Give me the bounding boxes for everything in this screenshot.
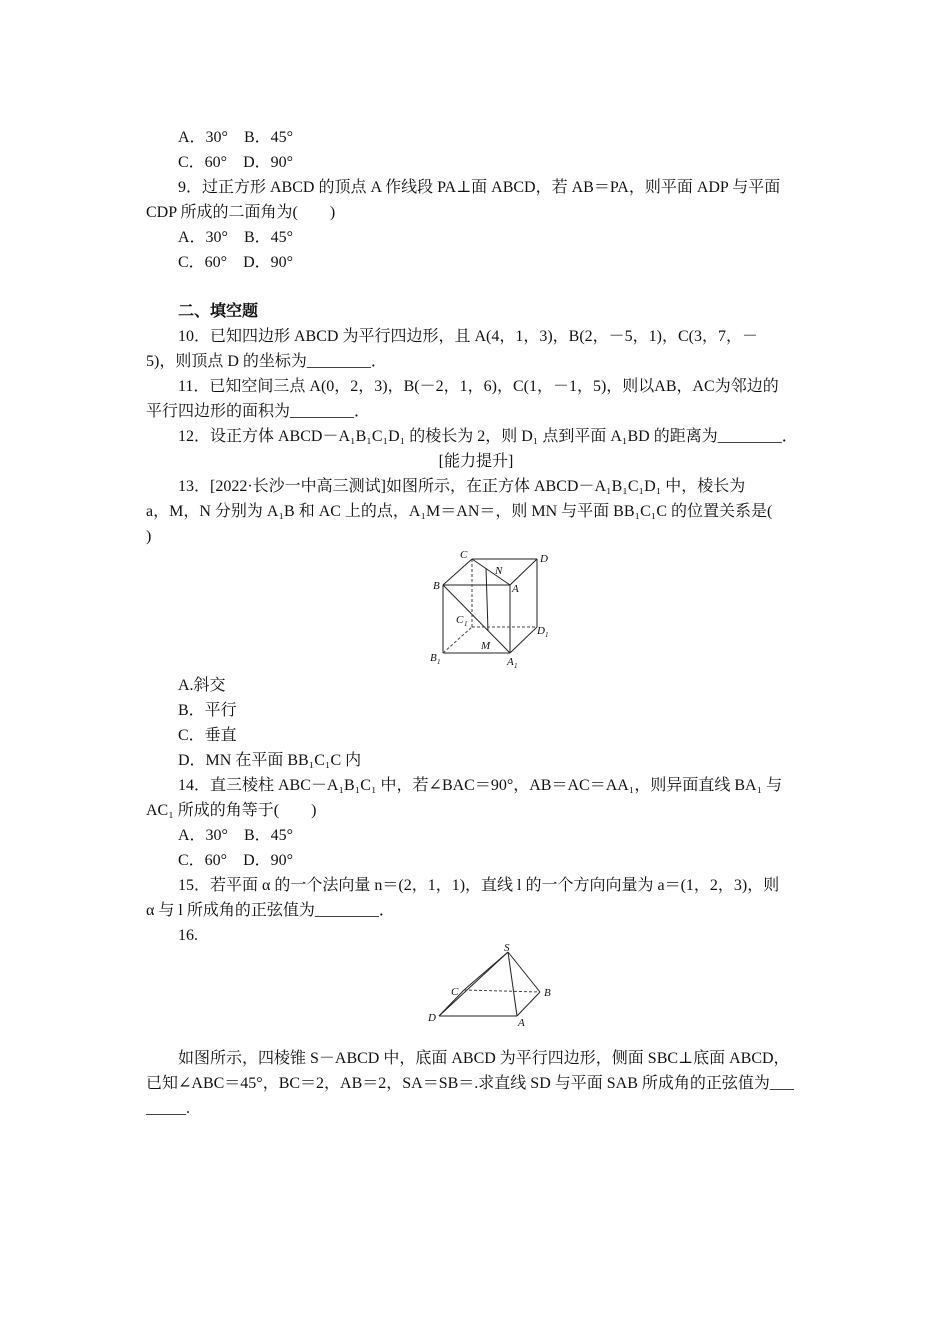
label-D: D [428, 1012, 436, 1024]
svg-text:1: 1 [545, 631, 549, 639]
q13-stem-paren: ) [146, 528, 152, 545]
q10-stem: 10．已知四边形 ABCD 为平行四边形，且 A(4，1，3)，B(2，－5，1)，C(3，7，－ [178, 328, 758, 345]
hidden-edge-B1C1 [443, 627, 472, 653]
label-B1: B [430, 652, 437, 664]
label-B: B [433, 580, 440, 592]
q16-stem: 如图所示，四棱锥 S－ABCD 中，底面 ABCD 为平行四边形，侧面 SBC⊥底面 ABCD， [178, 1050, 790, 1067]
label-B: B [544, 987, 551, 999]
q16-number: 16. [178, 927, 198, 944]
q8-options-row2: C．60° D．90° [178, 154, 294, 171]
q13-stem: 13．[2022·长沙一中高三测试]如图所示，在正方体 ABCD－A₁B₁C₁D₁ 中，棱长为 [178, 478, 746, 495]
q14-stem: 14．直三棱柱 ABC－A₁B₁C₁ 中，若∠BAC＝90°，AB＝AC＝AA₁，则异面直线 BA₁ 与 [178, 777, 783, 794]
label-A: A [518, 1017, 525, 1028]
label-C1: C [456, 614, 464, 626]
label-S: S [504, 942, 510, 954]
q16-stem-end: _____. [146, 1100, 190, 1117]
label-A1: A [507, 656, 514, 668]
svg-text:1: 1 [464, 620, 468, 628]
edge-BC [443, 559, 472, 585]
q13-option-b: B．平行 [178, 702, 237, 719]
q9-stem: 9．过正方形 ABCD 的顶点 A 作线段 PA⊥面 ABCD，若 AB＝PA，则平面 ADP 与平面 [178, 179, 781, 196]
q14-options-row1: A．30° B．45° [178, 827, 294, 844]
q10-stem-cont: 5)，则顶点 D 的坐标为________． [146, 353, 387, 370]
segment-MN [486, 568, 488, 631]
svg-text:1: 1 [437, 658, 441, 666]
q16-stem-cont: 已知∠ABC＝45°，BC＝2，AB＝2，SA＝SB＝.求直线 SD 与平面 SAB 所成角的正弦值为___ [146, 1075, 794, 1092]
edge-AD [510, 559, 537, 585]
q14-options-row2: C．60° D．90° [178, 852, 294, 869]
q14-stem-cont: AC₁ 所成的角等于( ) [146, 802, 317, 819]
label-D1: D [537, 625, 545, 637]
label-N: N [495, 565, 503, 577]
hidden-edge-CB [464, 990, 540, 992]
diag-AC [472, 559, 510, 585]
label-M: M [481, 640, 491, 652]
q11-stem-cont: 平行四边形的面积为________． [146, 403, 371, 420]
q11-stem: 11．已知空间三点 A(0，2，3)，B(－2，1，6)，C(1，－1，5)，则以AB，AC为邻边的 [178, 378, 779, 395]
svg-text:1: 1 [514, 662, 518, 670]
q13-option-a: A.斜交 [178, 677, 226, 694]
edge-SD [439, 952, 508, 1016]
q15-stem: 15．若平面 α 的一个法向量 n＝(2，1，1)，直线 l 的一个方向向量为 a＝(1，2，3)，则 [178, 877, 780, 894]
label-D: D [540, 553, 548, 565]
q13-option-c: C．垂直 [178, 727, 237, 744]
q9-stem-cont: CDP 所成的二面角为( ) [146, 204, 336, 221]
label-C: C [460, 549, 468, 561]
cube-figure [420, 548, 560, 672]
section-title-fill-blank: 二、填空题 [178, 303, 259, 320]
q15-stem-cont: α 与 l 所成角的正弦值为________． [146, 902, 395, 919]
label-C: C [451, 986, 459, 998]
edge-AB [517, 992, 540, 1016]
diag-A1B [443, 585, 510, 653]
edge-A1D1 [510, 627, 537, 653]
q13-stem-cont: a，M，N 分别为 A₁B 和 AC 上的点，A₁M＝AN＝，则 MN 与平面 BB₁C₁C 的位置关系是( [146, 503, 773, 520]
q9-options-row2: C．60° D．90° [178, 254, 294, 271]
section-title-ability: [能力提升] [438, 453, 514, 470]
q12-stem: 12．设正方体 ABCD－A₁B₁C₁D₁ 的棱长为 2，则 D₁ 点到平面 A₁BD 的距离为________． [178, 428, 798, 445]
q8-options-row1: A．30° B．45° [178, 129, 294, 146]
label-A: A [512, 583, 519, 595]
q9-options-row1: A．30° B．45° [178, 229, 294, 246]
pyramid-figure [424, 942, 564, 1028]
q13-option-d: D．MN 在平面 BB₁C₁C 内 [178, 752, 362, 769]
